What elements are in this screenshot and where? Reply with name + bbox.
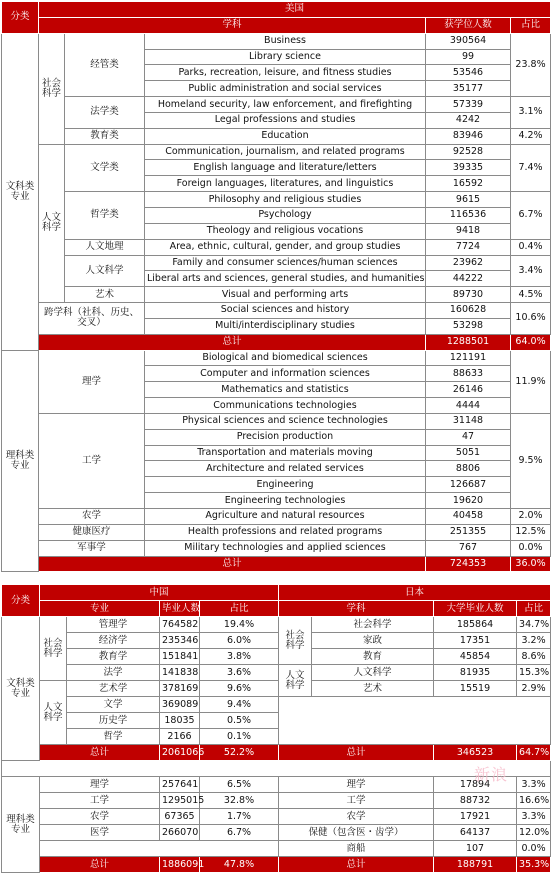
subject-cell: Architecture and related services [145, 461, 426, 477]
group-label: 艺术 [65, 287, 145, 303]
degrees-cell: 390564 [426, 33, 511, 49]
table-row [2, 697, 551, 713]
degrees-cell: 7724 [426, 239, 511, 255]
jp-subject-cell: 保健（包含医・齿学） [279, 825, 434, 841]
total-row-liberal [2, 745, 551, 761]
degrees-cell: 9418 [426, 223, 511, 239]
cn-major-cell: 农学 [40, 809, 160, 825]
cn-grads-cell: 2166 [160, 729, 200, 745]
jp-subject-cell: 人文科学 [312, 665, 434, 681]
subject-cell: Legal professions and studies [145, 112, 426, 128]
cn-grads-cell: 235346 [160, 633, 200, 649]
jp-subject-cell: 农学 [279, 809, 434, 825]
jp-share-cell: 0.0% [517, 841, 551, 857]
cn-grads-header: 毕业人数 [160, 601, 200, 617]
cn-major-cell: 医学 [40, 825, 160, 841]
cn-total-share: 47.8% [200, 857, 279, 873]
subject-cell: Multi/interdisciplinary studies [145, 318, 426, 334]
cn-share-cell: 3.6% [200, 665, 279, 681]
jp-share-cell: 15.3% [517, 665, 551, 681]
cn-share-cell: 9.4% [200, 697, 279, 713]
cn-grads-cell: 369089 [160, 697, 200, 713]
cn-empty-cell [40, 841, 279, 857]
degrees-cell: 8806 [426, 461, 511, 477]
domain-label: 人文科学 [39, 144, 65, 302]
group-label: 文学类 [65, 144, 145, 192]
table-row [2, 777, 551, 793]
table-row [2, 192, 551, 208]
subject-cell: Public administration and social services [145, 81, 426, 97]
jp-domain-humanities: 人文科学 [279, 665, 312, 697]
jp-grads-cell: 45854 [434, 649, 517, 665]
subject-cell: Social sciences and history [145, 303, 426, 319]
jp-total-share: 64.7% [517, 745, 551, 761]
table-row [2, 303, 551, 319]
degrees-cell: 5051 [426, 445, 511, 461]
jp-share-cell: 34.7% [517, 617, 551, 633]
cn-grads-cell: 257641 [160, 777, 200, 793]
jp-share-cell: 3.2% [517, 633, 551, 649]
share-cell: 0.0% [511, 540, 551, 556]
jp-share-cell: 8.6% [517, 649, 551, 665]
us-degree-table [1, 1, 551, 572]
group-label: 人文科学 [65, 255, 145, 287]
group-label: 哲学类 [65, 192, 145, 240]
domain-label: 社会科学 [39, 33, 65, 144]
cn-total-label: 总计 [40, 857, 160, 873]
cn-grads-cell: 18035 [160, 713, 200, 729]
degrees-cell: 767 [426, 540, 511, 556]
degrees-cell: 26146 [426, 382, 511, 398]
subject-cell: Liberal arts and sciences, general studies, and humanities [145, 271, 426, 287]
share-cell: 0.4% [511, 239, 551, 255]
subject-cell: Agriculture and natural resources [145, 509, 426, 525]
cn-major-cell: 历史学 [67, 713, 160, 729]
degrees-cell: 9615 [426, 192, 511, 208]
table-row [2, 633, 551, 649]
cn-share-cell: 6.0% [200, 633, 279, 649]
cn-total-value: 1886091 [160, 857, 200, 873]
degrees-cell: 40458 [426, 509, 511, 525]
jp-subject-cell: 工学 [279, 793, 434, 809]
cn-grads-cell: 151841 [160, 649, 200, 665]
subject-cell: Homeland security, law enforcement, and firefighting [145, 97, 426, 113]
cn-domain-social: 社会科学 [40, 617, 67, 681]
jp-empty-cell [279, 697, 551, 745]
table-row [2, 540, 551, 556]
spacer-cell [2, 761, 551, 777]
cn-major-cell: 管理学 [67, 617, 160, 633]
degrees-cell: 53298 [426, 318, 511, 334]
group-label: 教育类 [65, 128, 145, 144]
cn-share-cell: 6.5% [200, 777, 279, 793]
share-cell: 10.6% [511, 303, 551, 335]
jp-grads-cell: 107 [434, 841, 517, 857]
section-label-liberal: 文科类专业 [2, 33, 39, 350]
cn-major-cell: 经济学 [67, 633, 160, 649]
cn-major-cell: 教育学 [67, 649, 160, 665]
subject-cell: Engineering technologies [145, 493, 426, 509]
subject-cell: Area, ethnic, cultural, gender, and group studies [145, 239, 426, 255]
section-label-liberal: 文科类专业 [2, 617, 40, 761]
subject-cell: Library science [145, 49, 426, 65]
cn-major-cell: 工学 [40, 793, 160, 809]
cn-major-cell: 文学 [67, 697, 160, 713]
degrees-cell: 4444 [426, 398, 511, 414]
table-row [2, 617, 551, 633]
jp-grads-cell: 88732 [434, 793, 517, 809]
table-row [2, 350, 551, 366]
degrees-cell: 4242 [426, 112, 511, 128]
subject-cell: Precision production [145, 429, 426, 445]
total-value: 724353 [426, 556, 511, 572]
degrees-header: 获学位人数 [426, 17, 511, 33]
cn-share-cell: 0.1% [200, 729, 279, 745]
degrees-cell: 121191 [426, 350, 511, 366]
cn-share-cell: 1.7% [200, 809, 279, 825]
table-row [2, 413, 551, 429]
subject-cell: Philosophy and religious studies [145, 192, 426, 208]
cn-major-cell: 理学 [40, 777, 160, 793]
table-row [2, 841, 551, 857]
subject-cell: Family and consumer sciences/human sciences [145, 255, 426, 271]
cn-domain-humanities: 人文科学 [40, 681, 67, 745]
degrees-cell: 19620 [426, 493, 511, 509]
subject-cell: Communications technologies [145, 398, 426, 414]
degrees-cell: 47 [426, 429, 511, 445]
degrees-cell: 31148 [426, 413, 511, 429]
group-label: 工学 [39, 413, 145, 508]
jp-grads-cell: 81935 [434, 665, 517, 681]
us-header-row-1 [2, 2, 551, 18]
degrees-cell: 251355 [426, 524, 511, 540]
degrees-cell: 126687 [426, 477, 511, 493]
jp-share-cell: 12.0% [517, 825, 551, 841]
jp-grads-cell: 64137 [434, 825, 517, 841]
cn-grads-cell: 1295015 [160, 793, 200, 809]
category-header: 分类 [2, 2, 39, 34]
subject-cell: Theology and religious vocations [145, 223, 426, 239]
share-cell: 3.4% [511, 255, 551, 287]
jp-total-value: 188791 [434, 857, 517, 873]
share-cell: 4.2% [511, 128, 551, 144]
subject-cell: Foreign languages, literatures, and linguistics [145, 176, 426, 192]
total-row-science [2, 556, 551, 572]
group-label: 农学 [39, 509, 145, 525]
degrees-cell: 116536 [426, 207, 511, 223]
total-value: 1288501 [426, 334, 511, 350]
cn-total-value: 2061066 [160, 745, 200, 761]
cn-major-cell: 法学 [67, 665, 160, 681]
subject-cell: Psychology [145, 207, 426, 223]
jp-share-cell: 16.6% [517, 793, 551, 809]
degrees-cell: 92528 [426, 144, 511, 160]
total-share: 36.0% [511, 556, 551, 572]
cn-share-cell: 0.5% [200, 713, 279, 729]
jp-share-cell: 3.3% [517, 777, 551, 793]
cn-total-share: 52.2% [200, 745, 279, 761]
jp-domain-social: 社会科学 [279, 617, 312, 665]
category-header: 分类 [2, 585, 40, 617]
table-row [2, 128, 551, 144]
jp-grads-cell: 17351 [434, 633, 517, 649]
cnjp-header-row-1 [2, 585, 551, 601]
cn-grads-cell: 378169 [160, 681, 200, 697]
share-cell: 4.5% [511, 287, 551, 303]
subject-cell: Education [145, 128, 426, 144]
degrees-cell: 57339 [426, 97, 511, 113]
degrees-cell: 89730 [426, 287, 511, 303]
cn-share-cell: 19.4% [200, 617, 279, 633]
spacer-row [2, 761, 551, 777]
group-label: 法学类 [65, 97, 145, 129]
jp-subject-cell: 艺术 [312, 681, 434, 697]
share-header: 占比 [511, 17, 551, 33]
jp-grads-cell: 15519 [434, 681, 517, 697]
table-row [2, 33, 551, 49]
subject-cell: Physical sciences and science technologies [145, 413, 426, 429]
section-label-science: 理科类专业 [2, 777, 40, 873]
group-label: 健康医疗 [39, 524, 145, 540]
table-row [2, 524, 551, 540]
subject-header: 学科 [39, 17, 426, 33]
cn-jp-degree-table [1, 584, 551, 873]
group-label: 跨学科（社科、历史、交叉） [39, 303, 145, 335]
jp-grads-cell: 17921 [434, 809, 517, 825]
table-row [2, 255, 551, 271]
jp-subject-cell: 理学 [279, 777, 434, 793]
table-row [2, 287, 551, 303]
jp-subject-header: 学科 [279, 601, 434, 617]
cn-grads-cell: 141838 [160, 665, 200, 681]
degrees-cell: 83946 [426, 128, 511, 144]
watermark: 新浪 [474, 765, 509, 784]
subject-cell: Computer and information sciences [145, 366, 426, 382]
table-row [2, 649, 551, 665]
cn-major-header: 专业 [40, 601, 160, 617]
degrees-cell: 53546 [426, 65, 511, 81]
jp-total-label: 总计 [279, 745, 434, 761]
group-label: 人文地理 [65, 239, 145, 255]
table-row [2, 825, 551, 841]
group-label: 军事学 [39, 540, 145, 556]
table-row [2, 239, 551, 255]
subject-cell: Mathematics and statistics [145, 382, 426, 398]
group-label: 经管类 [65, 33, 145, 96]
subject-cell: Parks, recreation, leisure, and fitness studies [145, 65, 426, 81]
country-header-china: 中国 [40, 585, 279, 601]
jp-grads-cell: 17894 [434, 777, 517, 793]
share-cell: 7.4% [511, 144, 551, 192]
jp-total-value: 346523 [434, 745, 517, 761]
table-row [2, 509, 551, 525]
jp-share-header: 占比 [517, 601, 551, 617]
country-header-japan: 日本 [279, 585, 551, 601]
table-row [2, 665, 551, 681]
degrees-cell: 35177 [426, 81, 511, 97]
group-label: 理学 [39, 350, 145, 413]
table-row [2, 97, 551, 113]
jp-grads-header: 大学毕业人数 [434, 601, 517, 617]
jp-share-cell: 2.9% [517, 681, 551, 697]
share-cell: 6.7% [511, 192, 551, 240]
jp-total-share: 35.3% [517, 857, 551, 873]
jp-subject-cell: 教育 [312, 649, 434, 665]
degrees-cell: 16592 [426, 176, 511, 192]
cn-total-label: 总计 [40, 745, 160, 761]
degrees-cell: 44222 [426, 271, 511, 287]
cn-share-cell: 6.7% [200, 825, 279, 841]
total-share: 64.0% [511, 334, 551, 350]
jp-subject-cell: 商船 [279, 841, 434, 857]
total-label: 总计 [39, 334, 426, 350]
cn-major-cell: 艺术学 [67, 681, 160, 697]
table-row [2, 144, 551, 160]
table-row [2, 793, 551, 809]
cn-share-cell: 32.8% [200, 793, 279, 809]
subject-cell: Military technologies and applied sciences [145, 540, 426, 556]
total-row-science [2, 857, 551, 873]
cnjp-header-row-2 [2, 601, 551, 617]
cn-major-cell: 哲学 [67, 729, 160, 745]
cn-grads-cell: 266070 [160, 825, 200, 841]
share-cell: 23.8% [511, 33, 551, 96]
degrees-cell: 39335 [426, 160, 511, 176]
jp-subject-cell: 社会科学 [312, 617, 434, 633]
degrees-cell: 99 [426, 49, 511, 65]
us-header-row-2 [2, 17, 551, 33]
cn-share-cell: 9.6% [200, 681, 279, 697]
subject-cell: Health professions and related programs [145, 524, 426, 540]
degrees-cell: 160628 [426, 303, 511, 319]
subject-cell: English language and literature/letters [145, 160, 426, 176]
share-cell: 2.0% [511, 509, 551, 525]
cn-share-cell: 3.8% [200, 649, 279, 665]
jp-grads-cell: 185864 [434, 617, 517, 633]
table-row [2, 681, 551, 697]
subject-cell: Business [145, 33, 426, 49]
subject-cell: Biological and biomedical sciences [145, 350, 426, 366]
cn-grads-cell: 764582 [160, 617, 200, 633]
total-row-liberal [2, 334, 551, 350]
share-cell: 11.9% [511, 350, 551, 413]
subject-cell: Visual and performing arts [145, 287, 426, 303]
share-cell: 3.1% [511, 97, 551, 129]
cn-share-header: 占比 [200, 601, 279, 617]
degrees-cell: 23962 [426, 255, 511, 271]
subject-cell: Communication, journalism, and related programs [145, 144, 426, 160]
country-header-us: 美国 [39, 2, 551, 18]
jp-subject-cell: 家政 [312, 633, 434, 649]
share-cell: 9.5% [511, 413, 551, 508]
table-row [2, 809, 551, 825]
cn-grads-cell: 67365 [160, 809, 200, 825]
jp-share-cell: 3.3% [517, 809, 551, 825]
subject-cell: Engineering [145, 477, 426, 493]
subject-cell: Transportation and materials moving [145, 445, 426, 461]
total-label: 总计 [39, 556, 426, 572]
share-cell: 12.5% [511, 524, 551, 540]
degrees-cell: 88633 [426, 366, 511, 382]
section-label-science: 理科类专业 [2, 350, 39, 572]
jp-total-label: 总计 [279, 857, 434, 873]
